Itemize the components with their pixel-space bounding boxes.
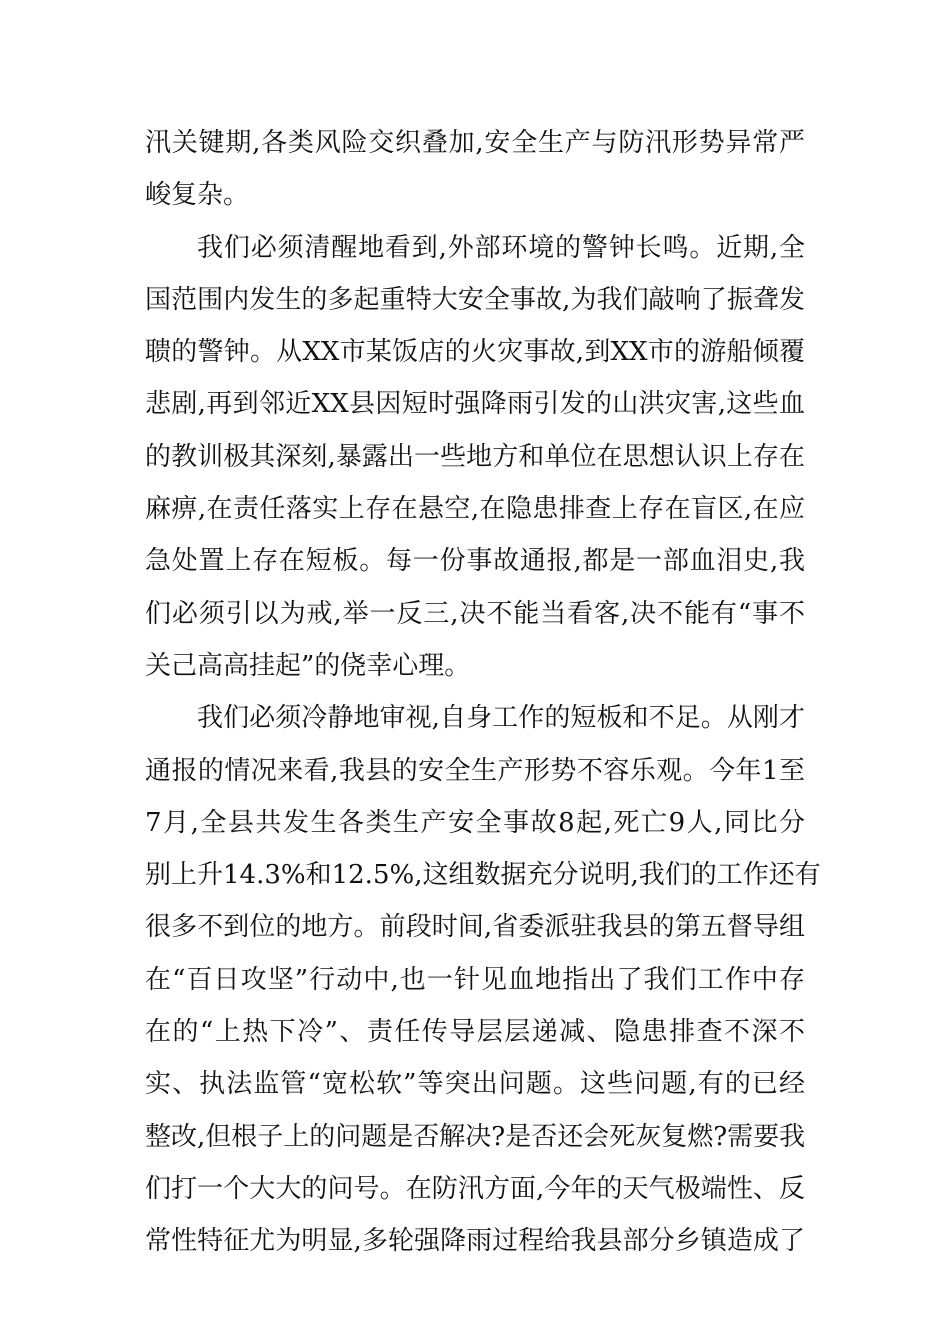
document-body xyxy=(145,117,821,1268)
paragraph-3-line-5: 很多不到位的地方。前段时间,省委派驻我县的第五督导组 xyxy=(145,912,805,943)
paragraph-3-line-3: 7月,全县共发生各类生产安全事故8起,死亡9人,同比分 xyxy=(145,807,805,838)
paragraph-2-line-2: 国范围内发生的多起重特大安全事故,为我们敲响了振聋发 xyxy=(145,284,805,315)
paragraph-2-line-4: 悲剧,再到邻近XX县因短时强降雨引发的山洪灾害,这些血 xyxy=(145,389,805,420)
paragraph-3-line-11: 常性特征尤为明显,多轮强降雨过程给我县部分乡镇造成了 xyxy=(145,1226,805,1257)
paragraph-3-line-8: 实、执法监管“宽松软”等突出问题。这些问题,有的已经 xyxy=(145,1069,805,1100)
paragraph-2-line-3: 聩的警钟。从XX市某饭店的火灾事故,到XX市的游船倾覆 xyxy=(145,337,805,368)
paragraph-1-line-1: 汛关键期,各类风险交织叠加,安全生产与防汛形势异常严 xyxy=(145,128,805,158)
paragraph-2-line-9: 关己高高挂起”的侥幸心理。 xyxy=(145,650,471,681)
paragraph-2-line-1: 我们必须清醒地看到,外部环境的警钟长鸣。近期,全 xyxy=(197,232,805,263)
paragraph-3-line-10: 们打一个大大的问号。在防汛方面,今年的天气极端性、反 xyxy=(145,1173,805,1204)
paragraph-3-line-6: 在“百日攻坚”行动中,也一针见血地指出了我们工作中存 xyxy=(145,964,805,995)
paragraph-2-line-5: 的教训极其深刻,暴露出一些地方和单位在思想认识上存在 xyxy=(145,441,805,472)
paragraph-3-line-1: 我们必须冷静地审视,自身工作的短板和不足。从刚才 xyxy=(197,703,805,734)
paragraph-1-line-2: 峻复杂。 xyxy=(145,180,250,211)
paragraph-2-line-7: 急处置上存在短板。每一份事故通报,都是一部血泪史,我 xyxy=(145,546,805,577)
paragraph-3-line-4: 别上升14.3%和12.5%,这组数据充分说明,我们的工作还有 xyxy=(145,860,821,891)
paragraph-2-line-8: 们必须引以为戒,举一反三,决不能当看客,决不能有“事不 xyxy=(145,598,805,629)
paragraph-3-line-7: 在的“上热下冷”、责任传导层层递减、隐患排查不深不 xyxy=(145,1017,805,1048)
paragraph-3-line-9: 整改,但根子上的问题是否解决?是否还会死灰复燃?需要我 xyxy=(145,1121,806,1152)
paragraph-2-line-6: 麻痹,在责任落实上存在悬空,在隐患排查上存在盲区,在应 xyxy=(145,494,805,525)
paragraph-3-line-2: 通报的情况来看,我县的安全生产形势不容乐观。今年1至 xyxy=(145,755,805,786)
